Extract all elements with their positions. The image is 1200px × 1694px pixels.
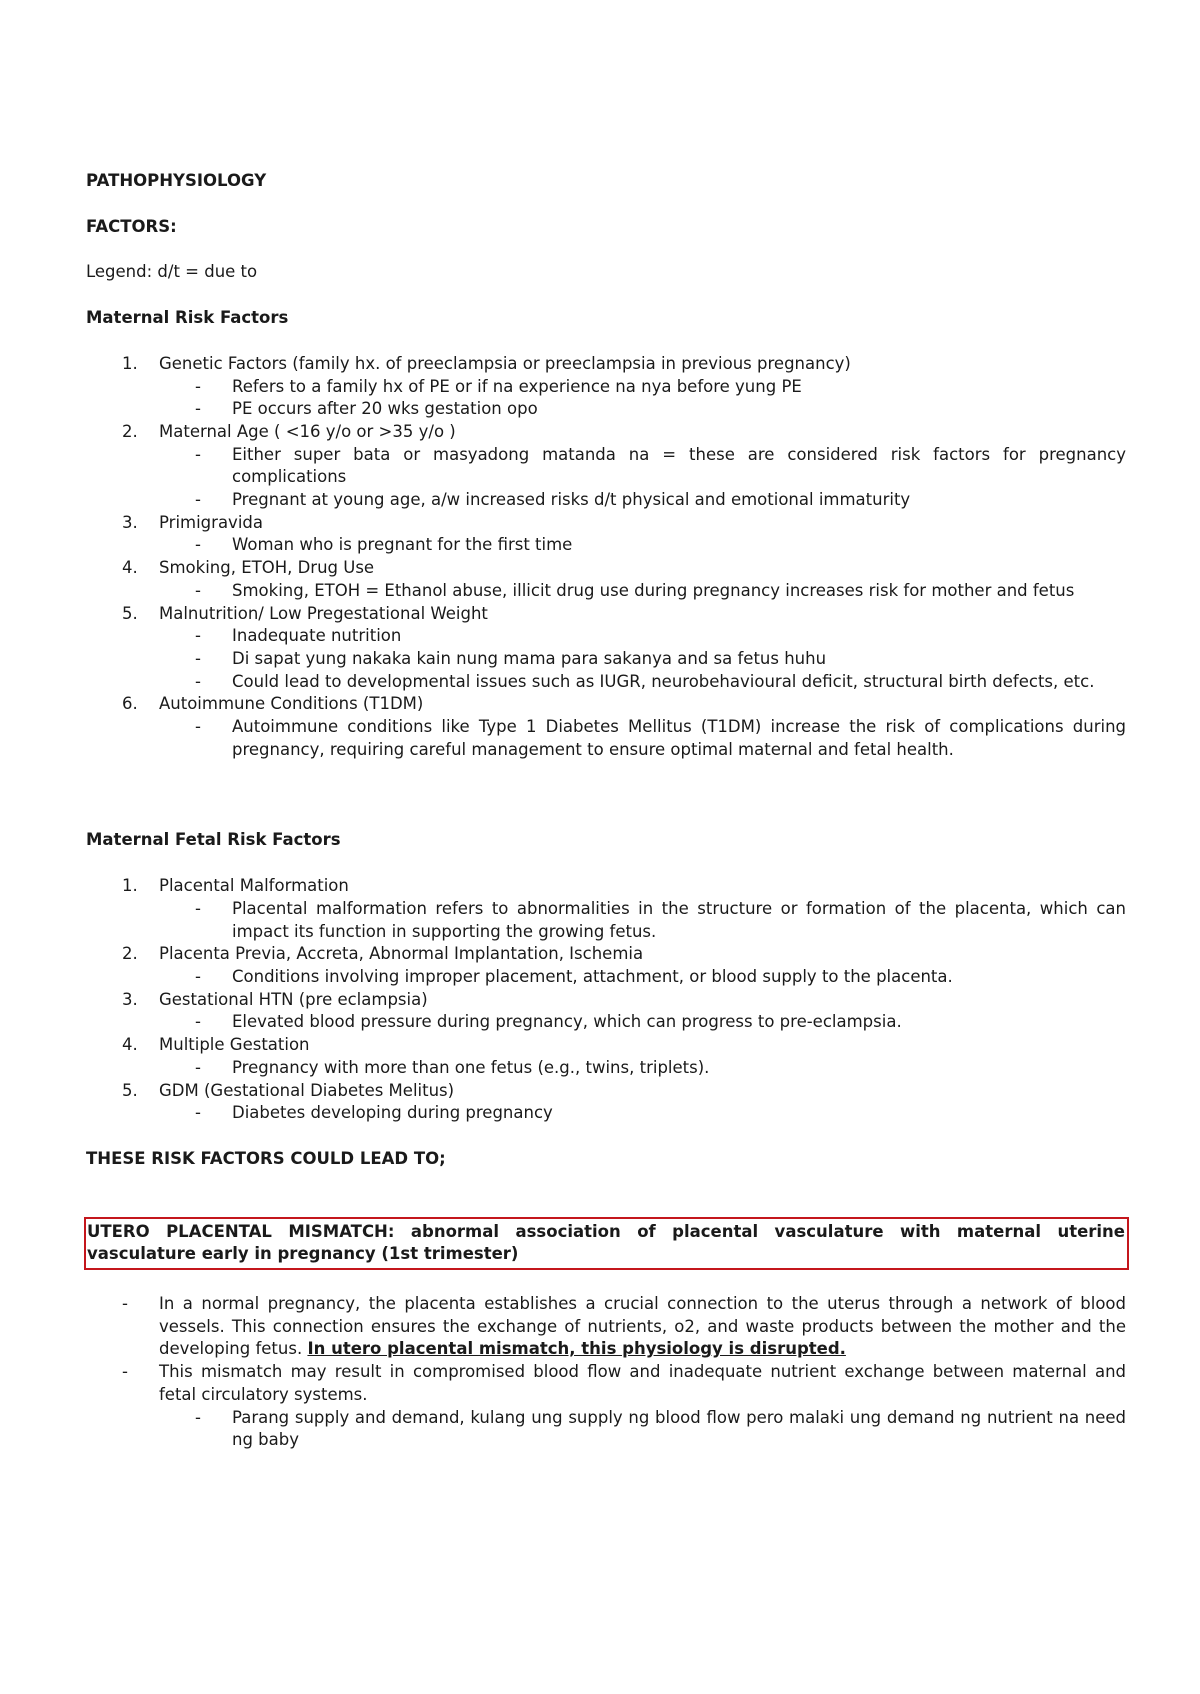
sub-bullet: [86, 648, 1126, 671]
sub-bullet-text: Elevated blood pressure during pregnancy, which can progress to pre-eclampsia.: [232, 1012, 902, 1032]
sub-bullet-text: Pregnancy with more than one fetus (e.g., twins, triplets).: [232, 1057, 710, 1077]
list-number: 3.: [122, 512, 138, 532]
sub-bullet-text: Autoimmune conditions like Type 1 Diabetes Mellitus (T1DM) increase the risk of complications during pregnancy, requiring careful management to ensure optimal maternal and fetal health.: [232, 717, 1126, 759]
list-number: 4.: [122, 1035, 138, 1055]
list-item-text: Gestational HTN (pre eclampsia): [159, 989, 428, 1009]
dash: -: [195, 535, 201, 555]
list-item: [86, 875, 1126, 898]
dash: -: [195, 376, 201, 396]
sub-bullet-text: PE occurs after 20 wks gestation opo: [232, 399, 538, 419]
sub-bullet-text: Placental malformation refers to abnormalities in the structure or formation of the placenta, which can impact its function in supporting the growing fetus.: [232, 898, 1126, 941]
sub-bullet: [86, 966, 1126, 989]
list-item-text: GDM (Gestational Diabetes Melitus): [159, 1080, 455, 1100]
sub-bullet: [86, 376, 1126, 399]
dash: -: [195, 1057, 201, 1077]
bullet-supply-demand: [86, 1407, 1126, 1452]
dash: -: [122, 1294, 128, 1314]
sub-bullet: [86, 671, 1126, 694]
fetal-list: [86, 875, 1126, 1125]
dash: -: [195, 1103, 201, 1123]
list-number: 5.: [122, 1080, 138, 1100]
list-number: 4.: [122, 558, 138, 578]
list-item-text: Maternal Age ( <16 y/o or >35 y/o ): [159, 421, 456, 441]
sub-bullet-text: Either super bata or masyadong matanda na = these are considered risk factors for pregnancy complications: [232, 444, 1126, 487]
sub-bullet: [86, 580, 1126, 603]
list-item: [86, 943, 1126, 966]
dash: -: [195, 444, 201, 464]
list-item: [86, 1034, 1126, 1057]
dash: -: [195, 1407, 201, 1427]
list-item: [86, 353, 1126, 376]
list-item-text: Multiple Gestation: [159, 1035, 310, 1055]
list-number: 1.: [122, 353, 138, 373]
list-number: 3.: [122, 989, 138, 1009]
sub-bullet-text: Could lead to developmental issues such as IUGR, neurobehavioural deficit, structural birth defects, etc.: [232, 671, 1095, 691]
list-item-text: Smoking, ETOH, Drug Use: [159, 558, 375, 578]
sub-bullet-text: Pregnant at young age, a/w increased risks d/t physical and emotional immaturity: [232, 490, 911, 510]
lead-to-heading: THESE RISK FACTORS COULD LEAD TO;: [86, 1148, 446, 1168]
sub-bullet: [86, 489, 1126, 512]
dash: -: [195, 648, 201, 668]
dash: -: [122, 1362, 128, 1382]
sub-bullet-text: Inadequate nutrition: [232, 626, 402, 646]
list-number: 2.: [122, 421, 138, 441]
list-item: [86, 421, 1126, 444]
list-item-text: Autoimmune Conditions (T1DM): [159, 694, 424, 714]
sub-bullet: [86, 898, 1126, 943]
dash: -: [195, 490, 201, 510]
list-item: [86, 557, 1126, 580]
sub-bullet: [86, 398, 1126, 421]
dash: -: [195, 671, 201, 691]
sub-bullet-text: Diabetes developing during pregnancy: [232, 1103, 553, 1123]
dash: -: [195, 626, 201, 646]
bullet-text: This mismatch may result in compromised blood flow and inadequate nutrient exchange between maternal and fetal circulatory systems.: [159, 1362, 1126, 1404]
list-item: [86, 512, 1126, 535]
list-number: 1.: [122, 876, 138, 896]
list-number: 2.: [122, 944, 138, 964]
bullet-mismatch-result: [86, 1361, 1126, 1406]
sub-bullet-text: Di sapat yung nakaka kain nung mama para sakanya and sa fetus huhu: [232, 648, 827, 668]
list-item-text: Primigravida: [159, 512, 263, 532]
bullet-emphasis: In utero placental mismatch, this physiology is disrupted.: [307, 1339, 846, 1359]
sub-bullet-text: Smoking, ETOH = Ethanol abuse, illicit drug use during pregnancy increases risk for mother and fetus: [232, 580, 1075, 600]
document-page: [86, 170, 1126, 1452]
maternal-heading: Maternal Risk Factors: [86, 308, 289, 328]
sub-bullet-text: Conditions involving improper placement, attachment, or blood supply to the placenta.: [232, 966, 953, 986]
sub-bullet: [86, 625, 1126, 648]
bullet-text: Parang supply and demand, kulang ung supply ng blood flow pero malaki ung demand ng nutrient na need ng baby: [232, 1407, 1126, 1450]
list-item: [86, 603, 1126, 626]
sub-bullet: [86, 534, 1126, 557]
bullet-text: In a normal pregnancy, the placenta establishes a crucial connection to the uterus through a network of blood vessels. This connection ensures the exchange of nutrients, o2, and waste products between the mother and the developing fetus.: [159, 1294, 1126, 1359]
mismatch-box: UTERO PLACENTAL MISMATCH: abnormal association of placental vasculature with maternal uterine vasculature early in pregnancy (1st trimester): [84, 1217, 1129, 1270]
sub-bullet: [86, 1057, 1126, 1080]
bullet-normal-pregnancy: [86, 1293, 1126, 1361]
sub-bullet-text: Refers to a family hx of PE or if na experience na nya before yung PE: [232, 376, 802, 396]
list-item: [86, 1080, 1126, 1103]
legend: Legend: d/t = due to: [86, 262, 258, 282]
maternal-list: [86, 353, 1126, 762]
factors-heading: FACTORS:: [86, 216, 177, 236]
doc-title: PATHOPHYSIOLOGY: [86, 171, 267, 190]
sub-bullet: [86, 444, 1126, 489]
dash: -: [195, 717, 201, 737]
dash: -: [195, 580, 201, 600]
sub-bullet: [86, 716, 1126, 761]
sub-bullet: [86, 1102, 1126, 1125]
list-number: 5.: [122, 603, 138, 623]
dash: -: [195, 966, 201, 986]
sub-bullet: [86, 1011, 1126, 1034]
list-item-text: Placenta Previa, Accreta, Abnormal Implantation, Ischemia: [159, 944, 644, 964]
fetal-heading: Maternal Fetal Risk Factors: [86, 830, 341, 850]
sub-bullet-text: Woman who is pregnant for the first time: [232, 535, 573, 555]
list-item-text: Genetic Factors (family hx. of preeclampsia or preeclampsia in previous pregnancy): [159, 353, 851, 373]
list-item-text: Placental Malformation: [159, 876, 349, 896]
dash: -: [195, 898, 201, 918]
list-item: [86, 989, 1126, 1012]
list-number: 6.: [122, 694, 138, 714]
dash: -: [195, 1012, 201, 1032]
dash: -: [195, 399, 201, 419]
list-item-text: Malnutrition/ Low Pregestational Weight: [159, 603, 488, 623]
list-item: [86, 693, 1126, 716]
